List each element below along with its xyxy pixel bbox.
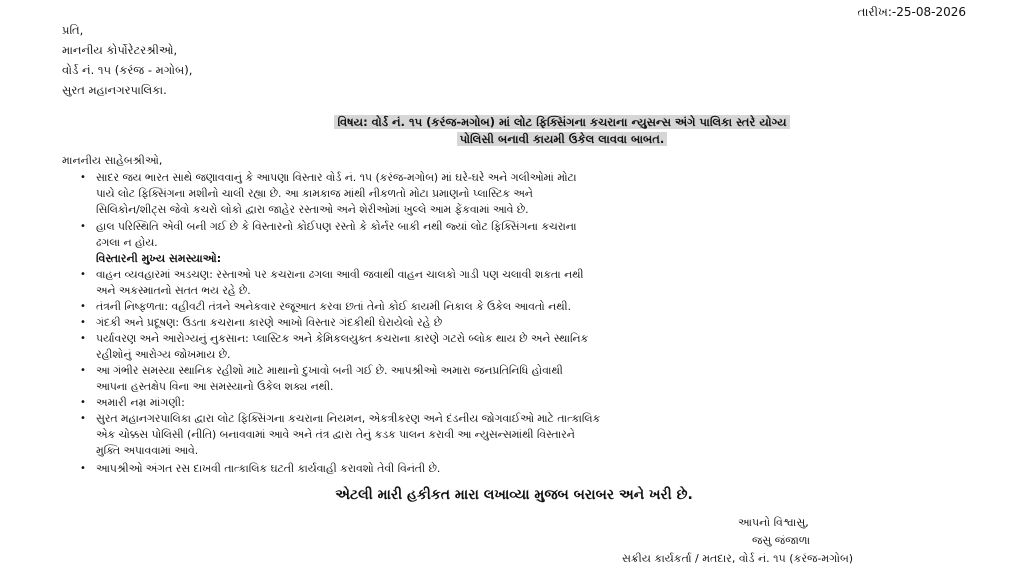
problem-1: વાહન વ્યવહારમાં અડચણ: રસ્તાઓ પર કચરાના ઢગલા આવી જવાથી વાહન ચાલકો ગાડી પણ ચલાવી શકતા નથી અને અકસ્માતનો સતત ભય રહે છે. xyxy=(96,268,584,297)
bullet-icon: • xyxy=(80,269,86,280)
subject-block xyxy=(182,114,942,148)
problem-4: પર્યાવરણ અને આરોગ્યનું નુકસાન: પ્લાસ્ટિક અને કેમિકલયુક્ત કચરાના કારણે ગટરો બ્લોક થાય છે અને સ્થાનિક રહીશોનું આરોગ્ય જોખમાય છે. xyxy=(96,332,589,361)
signer-name: જસુ જંજાળા xyxy=(752,534,811,547)
bullet-icon: • xyxy=(80,317,86,328)
demand-2: આપશ્રીઓ અંગત રસ દાખવી તાત્કાલિક ઘટતી કાર્યવાહી કરાવશો તેવી વિનંતી છે. xyxy=(96,462,441,475)
address-line-2: માનનીય કોર્પોરેટરશ્રીઓ, xyxy=(62,43,178,57)
address-line-1: પ્રતિ, xyxy=(62,23,84,37)
bullet-icon: • xyxy=(80,463,86,474)
bullet-icon: • xyxy=(80,172,86,183)
bullet-icon: • xyxy=(80,301,86,312)
bullet-icon: • xyxy=(80,333,86,344)
intro-point-2: હાલ પરિસ્થિતિ એવી બની ગઈ છે કે વિસ્તારનો કોઈપણ રસ્તો કે કોર્નર બાકી નથી જ્યાં લોટ ફિક્સિંગના કચરાના ઢગલા ન હોય. xyxy=(96,220,577,249)
signoff: આપનો વિશ્વાસુ, xyxy=(738,516,809,529)
address-line-4: સુરત મહાનગરપાલિકા. xyxy=(62,83,167,97)
subject-line-1: વિષય: વોર્ડ નં. ૧૫ (કરંજ-મગોબ) માં લોટ ફિક્સિંગના કચરાના ન્યુસન્સ અંગે પાલિકા સ્તરે યોગ્ય xyxy=(334,115,789,129)
closing-statement: એટલી મારી હકીકત મારા લખાવ્યા મુજબ બરાબર અને ખરી છે. xyxy=(335,487,693,503)
bullet-icon: • xyxy=(80,365,86,376)
signer-designation: સક્રીય કાર્યકર્તા / મતદાર, વોર્ડ નં. ૧૫ (કરંજ-મગોબ) xyxy=(622,552,854,565)
bullet-icon: • xyxy=(80,397,86,408)
problems-heading: વિસ્તારની મુખ્ય સમસ્યાઓ: xyxy=(96,252,222,265)
problem-3: ગંદકી અને પ્રદૂષણ: ઉડતા કચરાના કારણે આખો વિસ્તાર ગંદકીથી ઘેરાયેલો રહે છે xyxy=(96,316,443,329)
salutation: માનનીય સાહેબશ્રીઓ, xyxy=(62,154,163,167)
problem-5: આ ગંભીર સમસ્યા સ્થાનિક રહીશો માટે માથાનો દુખાવો બની ગઈ છે. આપશ્રીઓ અમારા જનપ્રતિનિધિ હોવાથી આપના હસ્તક્ષેપ વિના આ સમસ્યાનો ઉકેલ શક્ય નથી. xyxy=(96,364,563,393)
demand-heading: અમારી નમ્ર માંગણી: xyxy=(96,396,185,409)
address-line-3: વોર્ડ નં. ૧૫ (કરંજ - મગોબ), xyxy=(62,63,193,77)
letter-date: તારીખ:-25-08-2026 xyxy=(857,5,966,19)
bullet-icon: • xyxy=(80,221,86,232)
subject-line-2: પોલિસી બનાવી કાયમી ઉકેલ લાવવા બાબત. xyxy=(457,132,668,146)
problem-2: તંત્રની નિષ્ફળતા: વહીવટી તંત્રને અનેકવાર રજૂઆત કરવા છતાં તેનો કોઈ કાયમી નિકાલ કે ઉકેલ આવતો નથી. xyxy=(96,300,572,313)
intro-point-1: સાદર જય ભારત સાથે જણાવવાનું કે આપણા વિસ્તાર વોર્ડ નં. ૧૫ (કરંજ-મગોબ) માં ઘરે-ઘરે અને ગલીઓમાં મોટા પાયે લોટ ફિક્સિંગના મશીનો ચાલી રહ્યા છે. આ કામકાજ માંથી નીકળતો મોટા પ્રમાણનો પ્લાસ્ટિક અને સિલિકોન/શીટ્સ જેવો કચરો લોકો દ્વારા જાહેર રસ્તાઓ અને શેરીઓમાં ખુલ્લે આમ ફેંકવામાં આવે છે. xyxy=(96,171,577,216)
demand-1: સુરત મહાનગરપાલિકા દ્વારા લોટ ફિક્સિંગના કચરાના નિયમન, એકત્રીકરણ અને દંડનીય જોગવાઈઓ માટે તાત્કાલિક એક ચોક્કસ પોલિસી (નીતિ) બનાવવામાં આવે અને તંત્ર દ્વારા તેનું કડક પાલન કરાવી આ ન્યુસન્સમાંથી વિસ્તારને મુક્તિ અપાવવામાં આવે. xyxy=(96,412,601,457)
bullet-icon: • xyxy=(80,413,86,424)
